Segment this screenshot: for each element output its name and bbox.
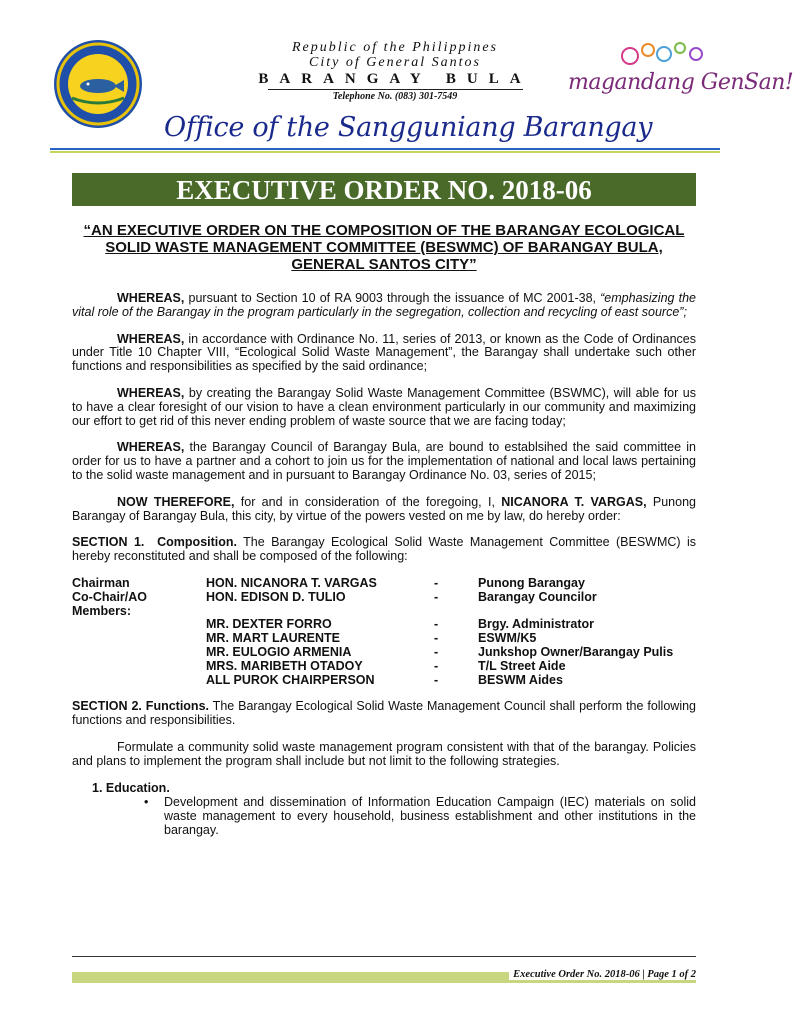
city-line: City of General Santos: [309, 55, 481, 70]
whereas-paragraph-1: [72, 292, 696, 320]
now-therefore-lead: NOW THEREFORE,: [117, 494, 235, 509]
telephone-line: Telephone No. (083) 301-7549: [332, 91, 458, 102]
member-position: BESWM Aides: [478, 672, 563, 687]
barangay-seal-icon: [52, 38, 144, 130]
formulate-paragraph: [72, 741, 696, 769]
bullet-text: Development and dissemination of Information Education Campaign (IEC) materials on solid waste management to every household, business establishment and other institutions in the barangay.: [164, 795, 696, 837]
now-therefore-paragraph: [72, 496, 696, 524]
member-dash: -: [434, 575, 439, 590]
member-name: MR. DEXTER FORRO: [206, 617, 332, 632]
member-role: Members:: [72, 603, 132, 618]
table-row: [72, 632, 696, 646]
table-row: [72, 646, 696, 660]
member-dash: -: [434, 672, 439, 687]
member-position: Brgy. Administrator: [478, 617, 594, 632]
paragraph-quote: “emphasizing the vital role of the Barangay in the program particularly in the segregation, collection and recycling of east source”;: [72, 291, 696, 319]
member-role: [72, 632, 206, 646]
member-position: T/L Street Aide: [478, 658, 566, 673]
list-item: [144, 796, 696, 837]
paragraph-text: the Barangay Council of Barangay Bula, are bound to establsihed the said committee in order for us to have a partner and a cohort to join us for the implementation of national and local laws pertaining to the solid waste management and in pursuant to Barangay Ordinance No. 03, series of 2015;: [72, 440, 696, 482]
member-position: ESWM/K5: [478, 631, 537, 646]
paragraph-text: Punong Barangay of Barangay Bula, this city, by virtue of the powers vested on me by law, do hereby order:: [72, 494, 696, 523]
whereas-lead: WHEREAS,: [117, 440, 185, 455]
footer-rule: [72, 956, 696, 957]
paragraph-text: The Barangay Ecological Solid Waste Management Committee (BESWMC) is hereby reconstituted and shall be composed of the following:: [72, 535, 696, 564]
member-position: Junkshop Owner/Barangay Pulis: [478, 644, 674, 659]
member-dash: -: [434, 631, 439, 646]
paragraph-text: by creating the Barangay Solid Waste Management Committee (BSWMC), will able for us to have a clear foresight of our vision to have a clean environment particularly in our community and maximizing our effort to get rid of this never ending problem of waste source that we are facing today;: [72, 385, 696, 428]
member-position: [478, 605, 696, 619]
executive-order-title: EXECUTIVE ORDER NO. 2018-06: [72, 173, 696, 206]
letterhead-rule: [268, 89, 523, 90]
table-row: [72, 618, 696, 632]
republic-line: Republic of the Philippines: [291, 40, 499, 55]
member-dash: [434, 605, 478, 619]
table-row: [72, 577, 696, 591]
table-row: [72, 660, 696, 674]
member-name: [206, 605, 434, 619]
whereas-lead: WHEREAS,: [117, 291, 185, 305]
paragraph-text: in accordance with Ordinance No. 11, series of 2013, or known as the Code of Ordinances under Title 10 Chapter VIII, “Ecological Solid Waste Management”, the Barangay shall undertake such other functions and responsibilities as specified by the said ordinance;: [72, 331, 696, 374]
document-body: [72, 292, 696, 838]
brand-text: magandang GenSan!: [568, 70, 793, 95]
section-1-name: Composition.: [157, 535, 237, 550]
header-band: [50, 148, 720, 156]
page-footer: Executive Order No. 2018-06 | Page 1 of 2: [509, 969, 696, 980]
member-role: [72, 618, 206, 632]
member-position: Punong Barangay: [478, 575, 585, 590]
section-2-heading: SECTION 2. Functions.: [72, 699, 209, 714]
paragraph-text: Formulate a community solid waste management program consistent with that of the barangay. Policies and plans to implement the program shall include but not limit to the following strategies.: [72, 739, 696, 768]
committee-members-table: [72, 577, 696, 687]
section-1-heading: SECTION 1.: [72, 535, 145, 550]
member-dash: -: [434, 589, 439, 604]
office-title: Office of the Sangguniang Barangay: [164, 112, 653, 143]
order-subtitle: “AN EXECUTIVE ORDER ON THE COMPOSITION OF THE BARANGAY ECOLOGICAL SOLID WASTE MANAGEMENT COMMITTEE (BESWMC) OF BARANGAY BULA, GENERAL SANTOS CITY”: [83, 222, 685, 273]
paragraph-text: for and in consideration of the foregoing, I,: [234, 494, 502, 509]
member-name: HON. NICANORA T. VARGAS: [206, 575, 377, 590]
bullet-icon: •: [144, 795, 149, 810]
punong-barangay-name: NICANORA T. VARGAS,: [501, 494, 647, 509]
member-name: HON. EDISON D. TULIO: [206, 589, 346, 604]
section-2-paragraph: [72, 700, 696, 728]
table-row: [72, 591, 696, 605]
member-role: Co-Chair/AO: [72, 589, 147, 604]
paragraph-text: The Barangay Ecological Solid Waste Management Council shall perform the following functions and responsibilities.: [72, 699, 696, 728]
member-role: [72, 660, 206, 674]
letterhead: [200, 40, 590, 103]
whereas-paragraph-2: [72, 333, 696, 374]
member-name: MR. MART LAURENTE: [206, 631, 341, 646]
member-position: Barangay Councilor: [478, 589, 597, 604]
whereas-paragraph-4: [72, 441, 696, 482]
whereas-lead: WHEREAS,: [117, 385, 185, 400]
member-role: Chairman: [72, 575, 130, 590]
section-1-paragraph: [72, 536, 696, 564]
member-role: [72, 674, 206, 688]
member-dash: -: [434, 658, 439, 673]
paragraph-text: pursuant to Section 10 of RA 9003 through the issuance of MC 2001-38,: [184, 291, 601, 305]
member-dash: -: [434, 644, 439, 659]
member-role: [72, 646, 206, 660]
member-name: ALL PUROK CHAIRPERSON: [206, 672, 375, 687]
member-dash: -: [434, 617, 439, 632]
whereas-paragraph-3: [72, 387, 696, 428]
whereas-lead: WHEREAS,: [117, 331, 185, 346]
member-name: MRS. MARIBETH OTADOY: [206, 658, 363, 673]
table-row: [72, 674, 696, 688]
member-name: MR. EULOGIO ARMENIA: [206, 644, 352, 659]
list-item-education: 1. Education.: [92, 780, 170, 795]
barangay-line: BARANGAY BULA: [258, 71, 532, 87]
table-row: [72, 605, 696, 619]
gensan-brand-logo: [560, 40, 793, 110]
